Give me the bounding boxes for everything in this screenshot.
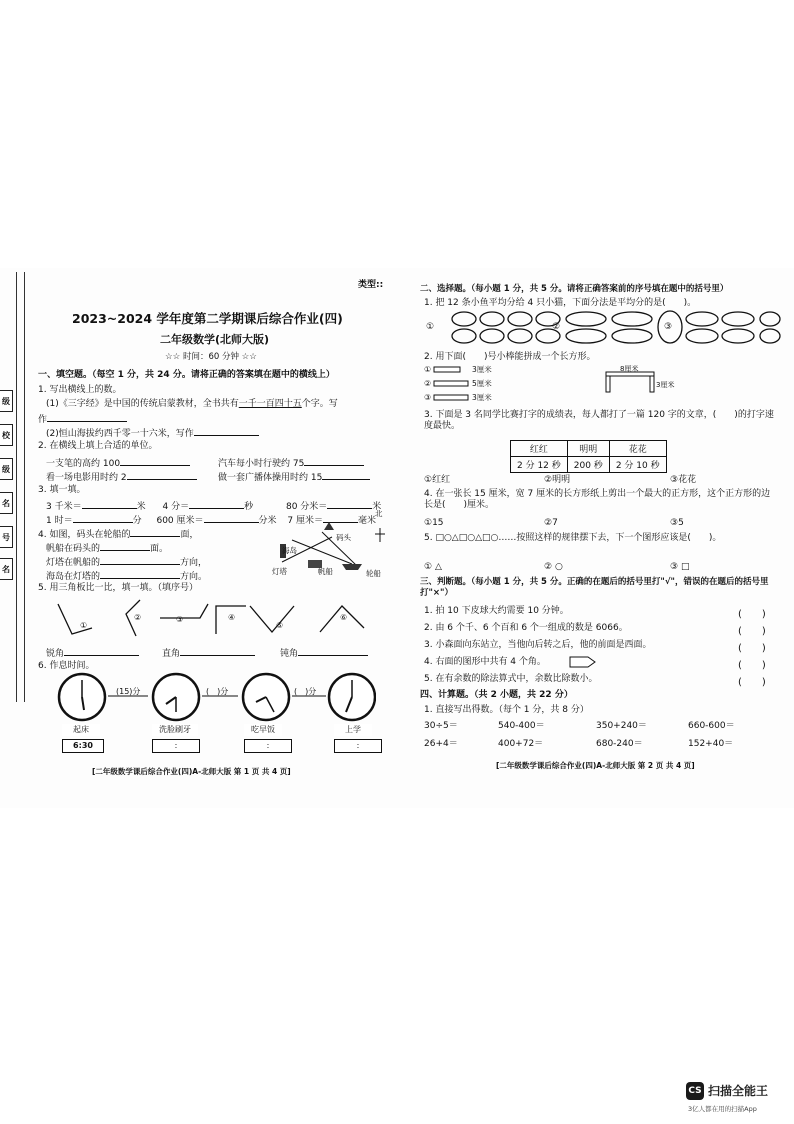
side-tab: 级 <box>0 390 13 412</box>
calc-item: 350+240＝ <box>596 721 647 731</box>
option: ③5 <box>670 518 684 528</box>
map-label: 帆船 <box>318 567 333 576</box>
option: ②明明 <box>544 475 571 485</box>
calc-item: 660-600＝ <box>688 721 735 731</box>
brand-tagline: 3亿人都在用的扫描App <box>688 1105 757 1113</box>
side-tab: 名 <box>0 492 13 514</box>
table-header: 红红 <box>511 441 568 457</box>
angle-number: ⑥ <box>340 613 348 622</box>
clock-label: 洗脸刷牙 <box>152 724 198 736</box>
table-cell: 2 分 12 秒 <box>511 457 568 473</box>
question: 1. 写出横线上的数。 <box>38 385 122 395</box>
option: ①红红 <box>424 475 451 485</box>
question: 3. 填一填。 <box>38 485 86 495</box>
pentagon-icon <box>568 655 598 669</box>
map-label: 海岛 <box>282 546 297 555</box>
option: ③花花 <box>670 475 697 485</box>
map-label: 轮船 <box>366 569 381 578</box>
stick-length: 8厘米 <box>620 365 639 373</box>
time-box[interactable]: : <box>334 739 382 753</box>
binding-line <box>24 272 25 702</box>
angle-number: ② <box>134 613 142 622</box>
question-text: (1)《三字经》是中国的传统启蒙教材，全书共有一千一百四十五个字。写 <box>46 399 338 409</box>
clock-label: 上学 <box>334 724 372 736</box>
brand-name: 扫描全能王 <box>708 1084 769 1098</box>
answer-paren[interactable]: ( ) <box>738 643 766 654</box>
option: ②7 <box>544 518 558 528</box>
option: ① △ <box>424 562 442 572</box>
question: 1. 把 12 条小鱼平均分给 4 只小猫，下面分法是平均分的是( )。 <box>424 298 697 308</box>
judge-item: 4. 右面的图形中共有 4 个角。 <box>424 657 546 667</box>
angle-number: ① <box>80 621 88 630</box>
calc-item: 30÷5＝ <box>424 721 458 731</box>
map-label: 码头 <box>336 533 351 542</box>
option: ③ □ <box>670 562 690 572</box>
question: 4. 如图，码头在轮船的 面， <box>38 527 198 541</box>
page-subtitle: 二年级数学(北师大版) <box>160 333 270 346</box>
section-heading: 四、计算题。（共 2 小题，共 22 分） <box>420 690 573 700</box>
fish-groups <box>436 310 781 346</box>
calc-item: 26+4＝ <box>424 739 458 749</box>
page-footer: [二年级数学课后综合作业(四)A-北师大版 第 2 页 共 4 页] <box>496 761 695 770</box>
option: ② <box>552 322 561 332</box>
score-table <box>510 440 667 473</box>
conversion-row: 3 千米＝ 米 4 分＝ 秒 80 分米＝ 米 <box>46 499 381 513</box>
question-text: 作 <box>38 412 127 426</box>
option: ① <box>424 365 432 374</box>
time-box[interactable]: : <box>152 739 200 753</box>
question-text: 看一场电影用时约 2 <box>46 470 197 484</box>
stick-length: 5厘米 <box>472 379 492 388</box>
time-box[interactable]: 6:30 <box>62 739 104 753</box>
angle-answer: 钝角 <box>280 646 368 660</box>
calc-item: 152+40＝ <box>688 739 734 749</box>
side-tab: 名 <box>0 558 13 580</box>
option: ② <box>424 379 432 388</box>
question-text: (2)恒山海拔约西千零一十六米，写作 <box>46 426 259 440</box>
question: 3. 下面是 3 名同学比赛打字的成绩表，每人都打了一篇 120 字的文章，( )的打字速度最快。 <box>424 410 774 431</box>
question-text: 灯塔在帆船的 方向， <box>46 555 207 569</box>
table-cell: 200 秒 <box>567 457 609 473</box>
question-text: 帆船在码头的 面。 <box>46 541 168 555</box>
question: 5. □○△□○△□○……按照这样的规律摆下去，下一个图形应该是( )。 <box>424 533 722 543</box>
answer-paren[interactable]: ( ) <box>738 677 766 688</box>
clock-icon <box>243 674 289 720</box>
judge-item: 2. 由 6 个千、6 个百和 6 个一组成的数是 6066。 <box>424 623 628 633</box>
answer-paren[interactable]: ( ) <box>738 626 766 637</box>
clock-label: 吃早饭 <box>244 724 282 736</box>
map-label: 灯塔 <box>272 567 287 576</box>
judge-item: 5. 在有余数的除法算式中，余数比除数小。 <box>424 674 598 684</box>
question: 1. 直接写出得数。（每个 1 分，共 8 分） <box>424 705 589 715</box>
section-heading: 三、判断题。（每小题 1 分，共 5 分。正确的在题后的括号里打"√"，错误的在题后的括号里打"×"） <box>420 577 769 598</box>
table-header: 明明 <box>567 441 609 457</box>
conversion-row: 1 时＝ 分 600 厘米＝ 分米 7 厘米＝ 毫米 <box>46 513 376 527</box>
angle-figures <box>50 598 380 642</box>
clock-row <box>56 672 376 724</box>
stick-length: 3厘米 <box>472 365 492 374</box>
question: 2. 在横线上填上合适的单位。 <box>38 441 158 451</box>
judge-item: 1. 拍 10 下皮球大约需要 10 分钟。 <box>424 606 569 616</box>
time-gap: ( )分 <box>206 687 229 696</box>
time-gap: (15)分 <box>116 687 141 696</box>
stick-length: 3厘米 <box>472 393 492 402</box>
ship-icon <box>342 564 362 570</box>
option: ① <box>426 322 435 332</box>
section-heading: 一、填空题。（每空 1 分，共 24 分。请将正确的答案填在题中的横线上） <box>38 370 335 380</box>
option: ③ <box>664 322 673 332</box>
section-heading: 二、选择题。（每小题 1 分，共 5 分。请将正确答案前的序号填在题中的括号里） <box>420 284 729 294</box>
stick-length: 3厘米 <box>656 381 675 389</box>
angle-answer: 直角 <box>162 646 255 660</box>
scanner-logo-icon: CS <box>686 1082 704 1100</box>
angle-answer: 锐角 <box>46 646 139 660</box>
table-header: 花花 <box>609 441 666 457</box>
calc-item: 540-400＝ <box>498 721 545 731</box>
question: 2. 用下面( )号小棒能拼成一个长方形。 <box>424 352 596 362</box>
angle-number: ⑤ <box>276 621 284 630</box>
angle-number: ③ <box>176 615 184 624</box>
time-limit: ☆☆ 时间：60 分钟 ☆☆ <box>165 352 257 362</box>
binding-line <box>16 272 17 702</box>
page-title: 2023~2024 学年度第二学期课后综合作业(四) <box>72 311 343 326</box>
question-text: 汽车每小时行驶约 75 <box>218 456 364 470</box>
option: ② ○ <box>544 562 563 572</box>
side-tab: 级 <box>0 458 13 480</box>
type-label: 类型:: <box>358 280 384 290</box>
calc-item: 400+72＝ <box>498 739 544 749</box>
judge-item: 3. 小森面向东站立，当他向后转之后，他的前面是西面。 <box>424 640 652 650</box>
map-label: 北 <box>375 509 383 518</box>
question: 5. 用三角板比一比，填一填。（填序号） <box>38 583 198 593</box>
question-text: 海岛在灯塔的 方向。 <box>46 569 207 583</box>
clock-icon <box>153 674 199 720</box>
table-cell: 2 分 10 秒 <box>609 457 666 473</box>
angle-number: ④ <box>228 613 236 622</box>
side-tab: 号 <box>0 526 13 548</box>
answer-paren[interactable]: ( ) <box>738 609 766 620</box>
question-text: 做一套广播体操用时约 15 <box>218 470 370 484</box>
option: ①15 <box>424 518 444 528</box>
side-tab: 校 <box>0 424 13 446</box>
clock-icon <box>59 674 105 720</box>
calc-item: 680-240＝ <box>596 739 643 749</box>
sailboat-icon <box>324 522 334 530</box>
question: 6. 作息时间。 <box>38 661 95 671</box>
clock-icon <box>329 674 375 720</box>
answer-paren[interactable]: ( ) <box>738 660 766 671</box>
clock-label: 起床 <box>62 724 100 736</box>
question-text: 一支笔的高约 100 <box>46 456 190 470</box>
option: ③ <box>424 393 432 402</box>
question: 4. 在一张长 15 厘米，宽 7 厘米的长方形纸上剪出一个最大的正方形，这个正方形的边长是( )厘米。 <box>424 489 771 510</box>
time-box[interactable]: : <box>244 739 292 753</box>
time-gap: ( )分 <box>294 687 317 696</box>
page-footer: [二年级数学课后综合作业(四)A-北师大版 第 1 页 共 4 页] <box>92 767 291 776</box>
